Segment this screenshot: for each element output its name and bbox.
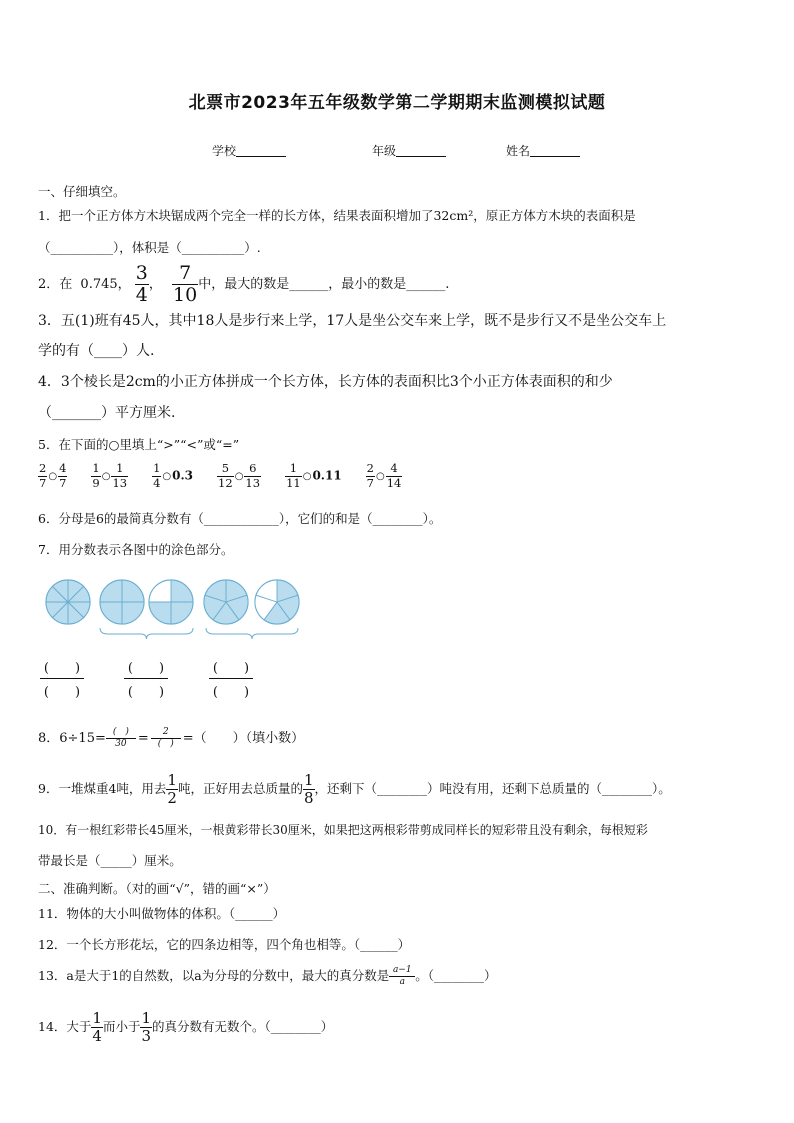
pie-sector [122, 580, 144, 602]
school-field[interactable]: 学校 [212, 142, 286, 159]
pie-sector [149, 580, 171, 602]
answer-fraction-3[interactable]: ( ) ( ) [209, 657, 253, 700]
pie-sector [149, 602, 171, 624]
question-9: 9．一堆煤重4吨，用去 $\frac{1}{2}$ 吨，正好用去总质量的 $\frac{1}{8}$ ，还剩下（________）吨没有用，还剩下总质量的（________）。 [38, 771, 671, 807]
brace-mark [206, 628, 298, 639]
question-11: 11．物体的大小叫做物体的体积。（______） [38, 906, 286, 921]
pie-circle [204, 580, 248, 624]
pie-sector [100, 602, 122, 624]
question-10-line-2: 带最长是（_____）厘米。 [38, 853, 182, 868]
section-1-heading: 一、仔细填空。 [38, 184, 126, 199]
comparison-item[interactable]: $\frac{2}{7}$ ○ $\frac{4}{7}$ [39, 461, 67, 490]
fraction-3-4: $\frac{3}{4}$ [135, 262, 148, 306]
question-7: 7．用分数表示各图中的涂色部分。 [38, 542, 234, 557]
question-6: 6．分母是6的最简真分数有（____________），它们的和是（________）。 [38, 511, 442, 526]
answer-fraction-2[interactable]: ( ) ( ) [124, 657, 168, 700]
pie-circle [100, 580, 144, 624]
comparison-item[interactable]: $\frac{5}{12}$ ○ $\frac{6}{13}$ [218, 461, 261, 490]
pie-circle [46, 580, 90, 624]
pie-sector [171, 580, 193, 602]
pie-circle [149, 580, 193, 624]
question-3-line-1: 3．五(1)班有45人，其中18人是步行来上学，17人是坐公交车来上学，既不是步行又不是坐公交车上 [38, 313, 667, 329]
section-2-heading: 二、准确判断。（对的画“√”，错的画“×”） [38, 881, 276, 896]
comparison-item[interactable]: $\frac{1}{11}$ ○0.11 [286, 461, 342, 490]
name-field[interactable]: 姓名 [506, 142, 580, 159]
shaded-circles-figure [40, 572, 310, 642]
pie-sector [122, 602, 144, 624]
question-10-line-1: 10．有一根红彩带长45厘米，一根黄彩带长30厘米，如果把这两根彩带剪成同样长的短彩带且没有剩余，每根短彩 [38, 823, 648, 837]
comparison-item[interactable]: $\frac{1}{4}$ ○0.3 [153, 461, 194, 490]
question-1-line-1: 1．把一个正方体方木块锯成两个完全一样的长方体，结果表面积增加了32cm²，原正方体方木块的表面积是 [38, 208, 636, 223]
comparison-row [38, 463, 426, 489]
comparison-item[interactable]: $\frac{2}{7}$ ○ $\frac{4}{14}$ [366, 461, 402, 490]
question-4-line-2: （_______）平方厘米. [38, 405, 176, 421]
question-3-line-2: 学的有（____）人. [38, 343, 155, 359]
pie-sector [171, 602, 193, 624]
page-title: 北票市2023年五年级数学第二学期期末监测模拟试题 [188, 93, 606, 113]
question-12: 12．一个长方形花坛，它的四条边相等，四个角也相等。（______） [38, 937, 411, 952]
grade-field[interactable]: 年级 [372, 142, 446, 159]
question-14: 14．大于 $\frac{1}{4}$ 而小于 $\frac{1}{3}$ 的真分数有无数个。（________） [38, 1009, 334, 1045]
answer-fraction-1[interactable]: ( ) ( ) [40, 657, 84, 700]
decimal-value: 0.745 [80, 277, 118, 292]
question-8: 8．6÷15= $\frac{( )}{30}$ = $\frac{2}{( )}$ =（ ）（填小数） [38, 727, 305, 749]
question-1-line-2: （__________），体积是（__________）. [38, 240, 261, 255]
pie-sector [100, 580, 122, 602]
question-4-line-1: 4．3个棱长是2cm的小正方体拼成一个长方体，长方体的表面积比3个小正方体表面积的和少 [38, 374, 613, 390]
comparison-item[interactable]: $\frac{1}{9}$ ○ $\frac{1}{13}$ [92, 461, 128, 490]
question-2: 2．在 0.745， $\frac{3}{4}$ ， $\frac{7}{10}$ 中，最大的数是______，最小的数是______. [38, 262, 450, 306]
question-13: 13．a是大于1的自然数，以a为分母的分数中，最大的真分数是 $\frac{a-1}{a}$ 。（________） [38, 965, 497, 987]
pie-circle [255, 580, 299, 624]
fraction-7-10: $\frac{7}{10}$ [173, 262, 198, 306]
brace-mark [100, 628, 193, 639]
question-5: 5．在下面的○里填上“>”“<”或“=” [38, 437, 240, 452]
